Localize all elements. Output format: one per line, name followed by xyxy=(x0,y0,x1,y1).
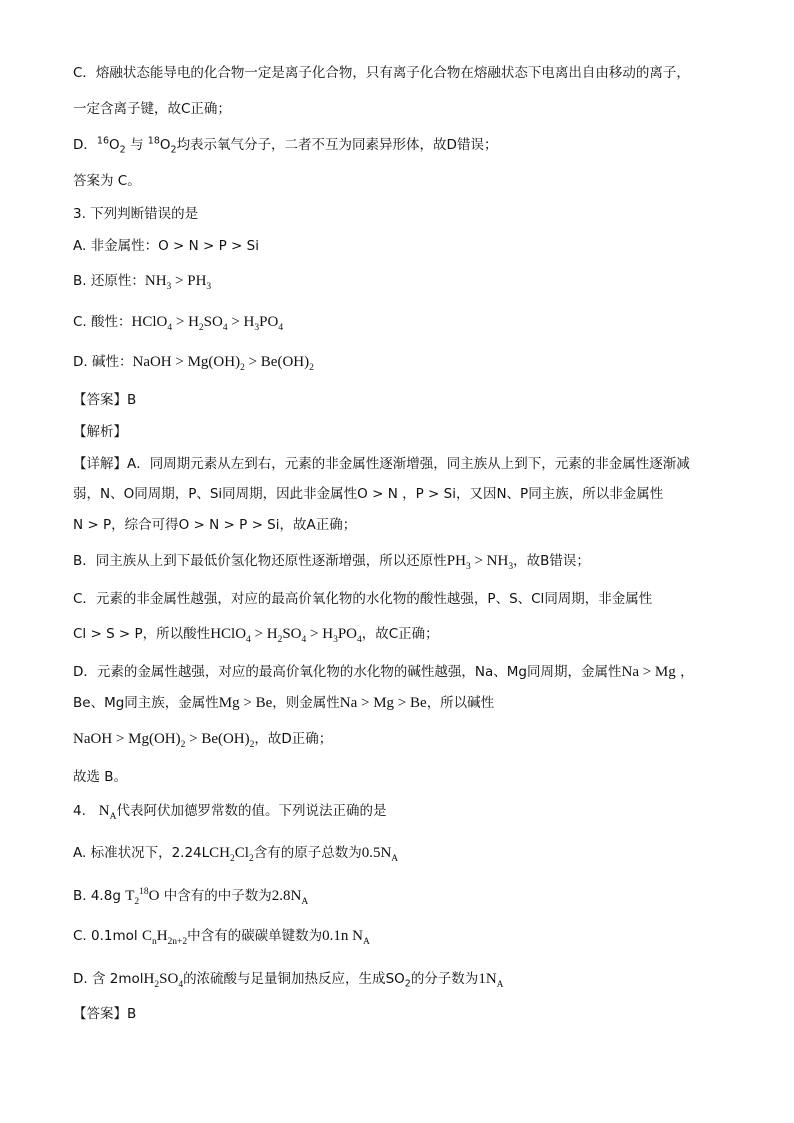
analysis-label: 【解析】 xyxy=(73,424,127,440)
option-b: B. 4.8g $T_2^{18}O$ 中含有的中子数为$2.8N_A$ xyxy=(73,887,309,907)
text-line: 【详解】A．同周期元素从左到右，元素的非金属性逐渐增强，同主族从上到下，元素的非金属性逐渐减 xyxy=(73,456,690,472)
answer-label: 【答案】B xyxy=(73,1006,137,1022)
option-a: A. 非金属性：O > N > P > Si xyxy=(73,238,259,254)
text-line: D．$^{16}O_2$ 与 $^{18}O_2$均表示氧气分子，二者不互为同素异形体，故D错误； xyxy=(73,135,498,156)
text-line: Be、Mg同主族，金属性Mg > Be，则金属性Na > Mg > Be，所以碱性 xyxy=(73,695,495,711)
text-line: D．元素的金属性越强，对应的最高价氧化物的水化物的碱性越强，Na、Mg同周期，金属性Na > Mg ， xyxy=(73,664,694,680)
text-line: 答案为 C。 xyxy=(73,173,141,189)
option-c: C. 0.1mol $C_nH_{2n+2}$中含有的碳碳单键数为0.1n $N_A$ xyxy=(73,928,370,947)
option-d: D. 含 $2molH_2SO_4$的浓硫酸与足量铜加热反应，生成$SO_2$的分子数为$1N_A$ xyxy=(73,971,504,990)
text-line: 弱，N、O同周期，P、Si同周期，因此非金属性O > N ，P > Si，又因N、P同主族，所以非金属性 xyxy=(73,486,664,502)
text-line: NaOH > $Mg(OH)_2 > Be(OH)_2$，故D正确； xyxy=(73,731,333,750)
option-d: D. 碱性：NaOH > $Mg(OH)_2 > Be(OH)_2$ xyxy=(73,354,314,373)
option-b: B. 还原性：$NH_3 > PH_3$ xyxy=(73,273,212,292)
text-line: C．元素的非金属性越强，对应的最高价氧化物的水化物的酸性越强，P、S、Cl同周期，非金属性 xyxy=(73,591,653,607)
text-line: B．同主族从上到下最低价氢化物还原性逐渐增强，所以还原性$PH_3 > NH_3$，故B错误； xyxy=(73,553,590,572)
question-title: 3. 下列判断错误的是 xyxy=(73,206,199,222)
option-a: A. 标准状况下，$2.24LCH_2Cl_2$含有的原子总数为$0.5N_A$ xyxy=(73,845,399,864)
question-title: 4. $N_A$代表阿伏加德罗常数的值。下列说法正确的是 xyxy=(73,803,387,822)
text-line: 故选 B。 xyxy=(73,769,128,785)
option-c: C. 酸性：HClO$_4$ > $H_2SO_4 > H_3PO_4$ xyxy=(73,314,284,333)
text-line: C．熔融状态能导电的化合物一定是离子化合物，只有离子化合物在熔融状态下电离出自由移动的离子， xyxy=(73,65,690,81)
answer-label: 【答案】B xyxy=(73,392,137,408)
text-line: 一定含离子键，故C正确； xyxy=(73,101,231,117)
text-line: N > P，综合可得O > N > P > Si，故A正确； xyxy=(73,517,357,533)
text-line: Cl > S > P，所以酸性HClO$_4$ > $H_2SO_4 > H_3PO_4$，故C正确； xyxy=(73,626,439,645)
